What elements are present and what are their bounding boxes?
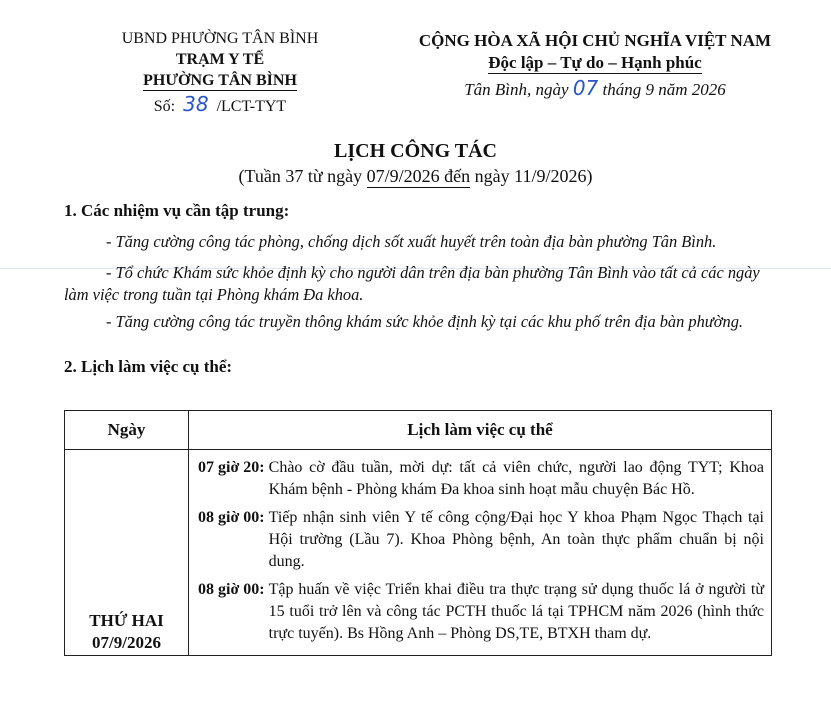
national-header [395, 30, 795, 101]
task-item: - Tổ chức Khám sức khỏe định kỳ cho người dân trên địa bàn phường Tân Bình vào tất cả các ngày làm việc trong tuần tại Phòng khám Đa khoa. [64, 263, 760, 304]
country-name: CỘNG HÒA XÃ HỘI CHỦ NGHĨA VIỆT NAM [418, 31, 772, 50]
section-2-heading: 2. Lịch làm việc cụ thể: [64, 357, 233, 376]
schedule-entry [190, 579, 770, 645]
day-name: THỨ HAI [89, 611, 164, 630]
schedule-entry [190, 457, 770, 501]
column-header-day: Ngày [65, 411, 189, 450]
entry-time: 07 giờ 20: [198, 459, 265, 476]
org-name: TRẠM Y TẾ [175, 51, 265, 68]
table-header-row [65, 411, 772, 450]
issuing-organization [95, 28, 345, 117]
entry-text: Chào cờ đầu tuần, mời dự: tất cả viên chức, người lao động TYT; Khoa Khám bệnh - Phòng khám Đa khoa sinh hoạt mẫu chuyện Bác Hồ. [268, 459, 764, 498]
day-cell [65, 450, 189, 656]
document-title: LỊCH CÔNG TÁC [334, 140, 497, 162]
number-suffix: /LCT-TYT [216, 98, 287, 115]
subtitle-dates: 07/9/2026 đến [366, 166, 471, 186]
column-header-schedule: Lịch làm việc cụ thể [189, 411, 772, 450]
schedule-cell [189, 450, 772, 656]
document-subtitle: (Tuần 37 từ ngày 07/9/2026 đến ngày 11/9/2026) [238, 166, 593, 186]
number-prefix: Số: [153, 98, 176, 115]
org-parent: UBND PHƯỜNG TÂN BÌNH [121, 30, 319, 47]
date-handwritten-day: 07 [572, 76, 599, 100]
entry-text: Tập huấn về việc Triển khai điều tra thực trạng sử dụng thuốc lá ở người từ 15 tuổi trở lên và công tác PCTH thuốc lá tại TPHCM năm 2026 (hình thức trực tuyến). Bs Hồng Anh – Phòng DS,TE, BTXH tham dự. [268, 581, 764, 642]
org-ward: PHƯỜNG TÂN BÌNH [143, 72, 297, 89]
task-item: - Tăng cường công tác phòng, chống dịch sốt xuất huyết trên toàn địa bàn phường Tân Bình. [106, 232, 717, 251]
entry-time: 08 giờ 00: [198, 581, 265, 598]
day-date: 07/9/2026 [92, 633, 161, 652]
table-row [65, 450, 772, 656]
schedule-table [64, 410, 772, 656]
schedule-entry [190, 507, 770, 573]
section-1-heading: 1. Các nhiệm vụ cần tập trung: [64, 201, 290, 220]
entry-time: 08 giờ 00: [198, 509, 265, 526]
place-date: Tân Bình, ngày 07 tháng 9 năm 2026 [464, 76, 726, 100]
motto: Độc lập – Tự do – Hạnh phúc [488, 53, 702, 72]
task-item: - Tăng cường công tác truyền thông khám sức khỏe định kỳ tại các khu phố trên địa bàn phường. [106, 312, 743, 331]
entry-text: Tiếp nhận sinh viên Y tế công cộng/Đại học Y khoa Phạm Ngọc Thạch tại Hội trường (Lầu 7). Khoa Phòng bệnh, An toàn thực phẩm chuẩn bị nội dung. [268, 509, 764, 570]
document-number [95, 94, 345, 117]
number-handwritten: 38 [183, 92, 209, 116]
